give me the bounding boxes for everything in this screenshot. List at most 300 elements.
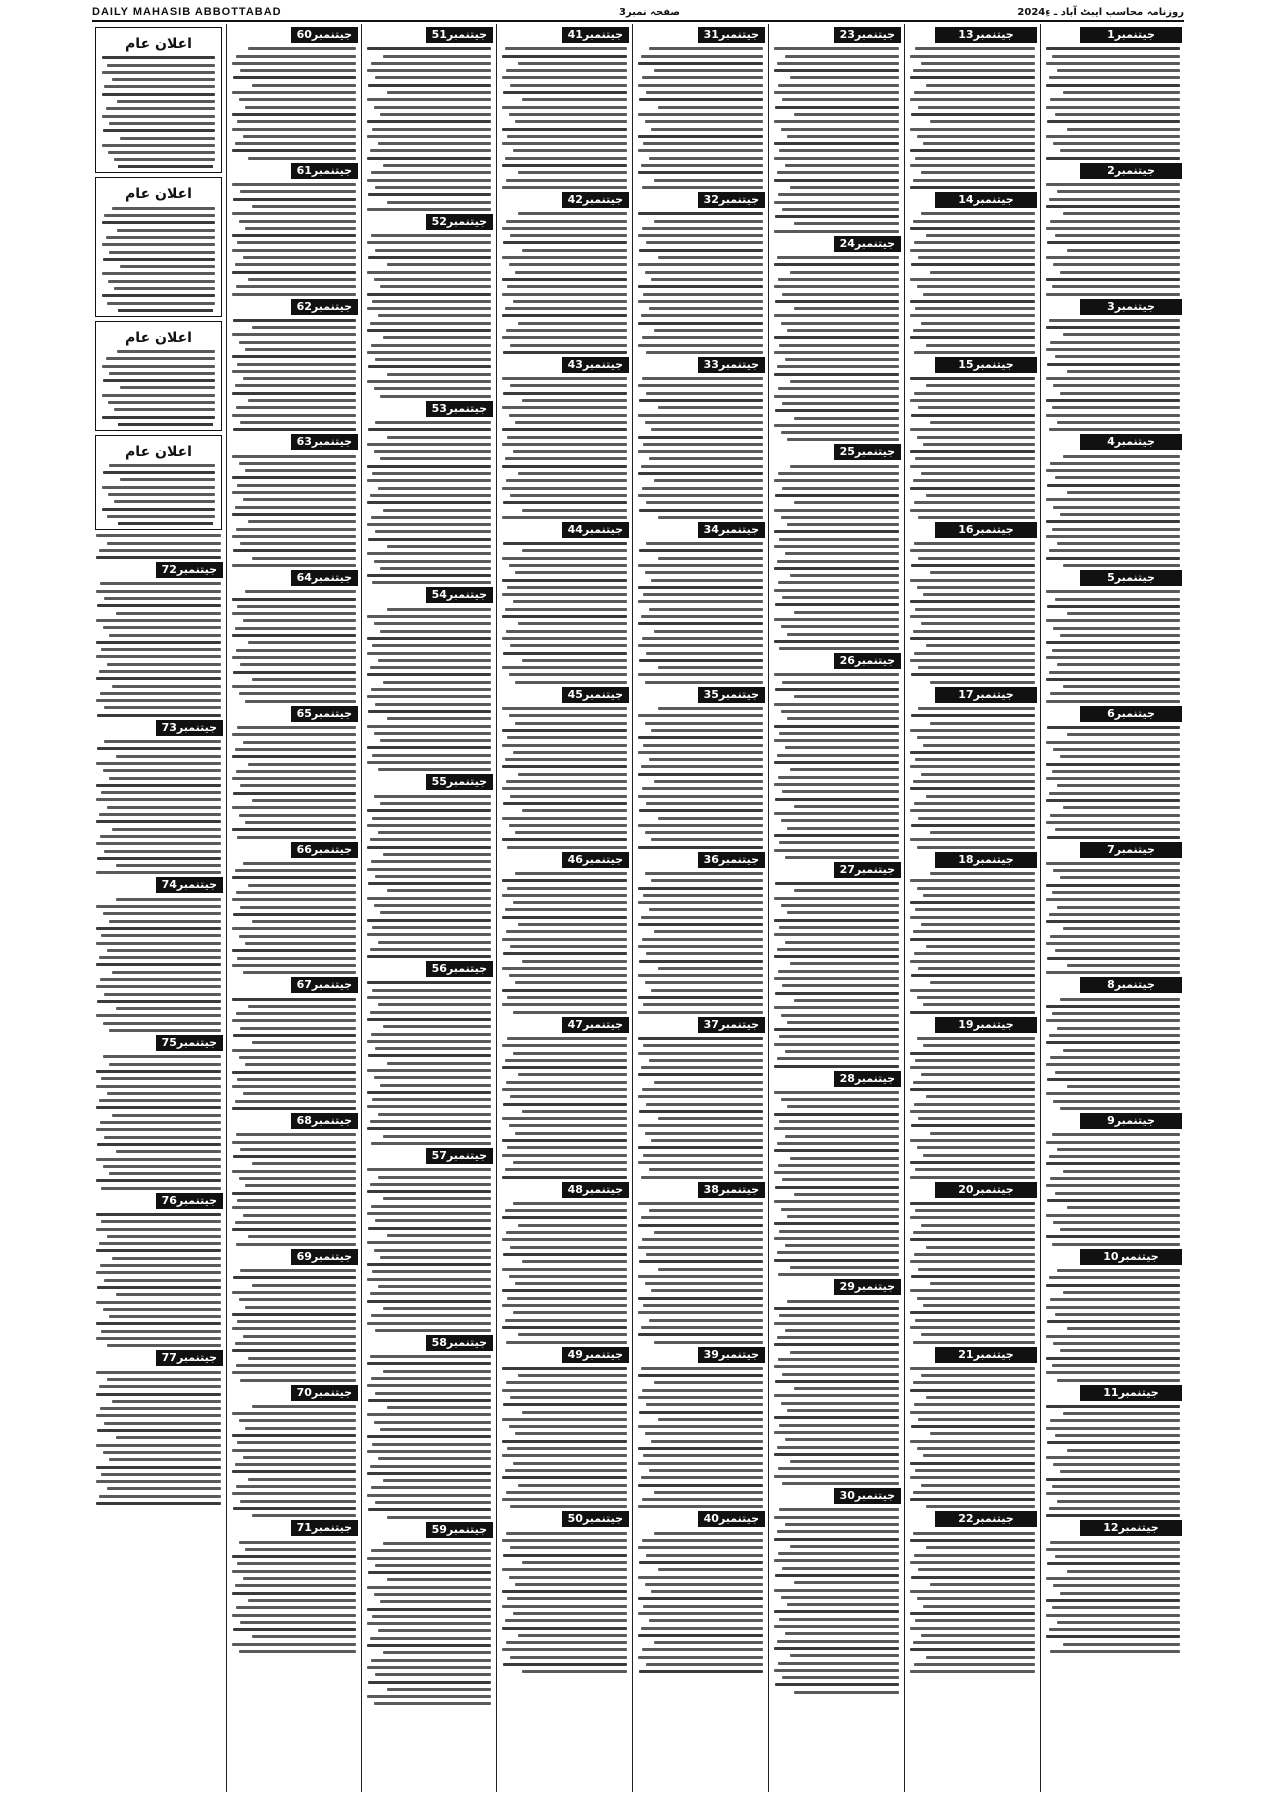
text-line (1046, 821, 1180, 824)
text-line (252, 557, 356, 560)
text-line (1063, 1049, 1180, 1052)
text-line (1060, 998, 1180, 1001)
text-line (911, 263, 1035, 266)
text-line (101, 1473, 221, 1476)
text-line (371, 1142, 491, 1145)
text-line (507, 736, 627, 739)
ad-number-label (1044, 706, 1182, 722)
ad-number-label (1044, 570, 1182, 586)
text-line (914, 542, 1035, 545)
text-line (502, 1044, 627, 1047)
text-line (243, 619, 356, 622)
text-line (506, 1341, 627, 1344)
text-line (638, 795, 763, 798)
text-line (774, 1149, 899, 1152)
text-line (649, 47, 763, 50)
ad-number-label (908, 357, 1037, 373)
text-line (1050, 220, 1180, 223)
text-line (774, 618, 899, 621)
text-line (910, 1216, 1035, 1219)
text-line (101, 791, 221, 794)
ad-number: جیتنمبر29 (834, 1279, 901, 1295)
text-line (367, 1695, 491, 1698)
ad-number: جیتنمبر58 (426, 1335, 493, 1351)
ad-number: جیتنمبر25 (834, 444, 901, 460)
text-line (914, 392, 1035, 395)
text-line (782, 1178, 899, 1181)
text-line (910, 1612, 1035, 1615)
text-line (1046, 1635, 1180, 1638)
text-line (510, 1246, 627, 1249)
text-line (507, 1146, 627, 1149)
text-line (239, 341, 356, 344)
text-line (774, 230, 899, 233)
text-line (774, 1610, 899, 1613)
text-line (914, 351, 1035, 354)
text-line (654, 220, 763, 223)
text-line (515, 681, 627, 684)
text-line (921, 1333, 1035, 1336)
text-line (236, 1243, 356, 1246)
text-line (510, 234, 627, 237)
text-line (1049, 1034, 1180, 1037)
text-line (108, 151, 215, 154)
text-line (233, 671, 356, 674)
text-line (1049, 198, 1180, 201)
text-line (1060, 755, 1180, 758)
text-line (100, 978, 221, 981)
text-line (503, 1403, 627, 1406)
text-line (232, 535, 356, 538)
text-line (367, 761, 491, 764)
text-line (374, 1593, 491, 1596)
ad-number-label (500, 1511, 629, 1527)
text-line (658, 1568, 763, 1571)
column-7 (228, 24, 360, 1792)
text-line (781, 1596, 899, 1599)
text-line (641, 765, 763, 768)
text-line (790, 465, 899, 468)
text-line (107, 1092, 221, 1095)
text-line (642, 1539, 763, 1542)
text-line (232, 1470, 356, 1473)
text-line (109, 1458, 221, 1461)
text-line (774, 849, 899, 852)
text-line (502, 1066, 627, 1069)
text-line (917, 1597, 1035, 1600)
text-line (910, 1561, 1035, 1564)
text-line (1055, 1555, 1180, 1558)
text-line (911, 1124, 1035, 1127)
text-line (787, 135, 899, 138)
text-line (387, 1234, 491, 1237)
text-line (502, 615, 627, 618)
ad-number: جیتنمبر72 (156, 562, 223, 578)
ad-number-label (230, 842, 358, 858)
text-line (1046, 1492, 1180, 1495)
text-line (367, 1300, 491, 1303)
text-line (236, 1606, 356, 1609)
text-line (1050, 692, 1180, 695)
text-line (1067, 1085, 1180, 1088)
text-line (236, 406, 356, 409)
text-line (367, 1190, 491, 1193)
text-line (911, 414, 1035, 417)
text-line (96, 963, 221, 966)
text-line (240, 1621, 356, 1624)
text-line (778, 1273, 899, 1276)
text-line (522, 809, 627, 812)
text-line (649, 908, 763, 911)
text-line (375, 1047, 491, 1050)
text-line (1049, 428, 1180, 431)
text-line (383, 1197, 491, 1200)
text-line (367, 1105, 491, 1108)
text-line (232, 927, 356, 930)
text-line (522, 399, 627, 402)
ad-number: جیتنمبر27 (834, 862, 901, 878)
text-line (641, 1216, 763, 1219)
text-line (910, 916, 1035, 919)
text-line (917, 586, 1035, 589)
text-line (374, 795, 491, 798)
text-line (785, 1329, 899, 1332)
text-line (367, 1168, 491, 1171)
text-line (1060, 271, 1180, 274)
text-line (790, 1266, 899, 1269)
text-line (502, 967, 627, 970)
text-line (371, 860, 491, 863)
text-line (1057, 784, 1180, 787)
text-line (232, 62, 356, 65)
text-line (774, 1113, 899, 1116)
text-line (367, 1212, 491, 1215)
ad-number: جیتنمبر69 (291, 1249, 358, 1265)
text-line (237, 836, 356, 839)
text-line (917, 1037, 1035, 1040)
text-line (785, 358, 899, 361)
text-line (779, 841, 899, 844)
text-line (1067, 1206, 1180, 1209)
text-line (100, 1121, 221, 1124)
text-line (782, 487, 899, 490)
text-line (646, 392, 763, 395)
text-line (777, 754, 899, 757)
text-line (651, 838, 763, 841)
text-line (654, 930, 763, 933)
text-line (96, 619, 221, 622)
text-line (232, 949, 356, 952)
text-line (781, 516, 899, 519)
text-line (248, 1005, 356, 1008)
text-line (646, 542, 763, 545)
text-line (371, 171, 491, 174)
text-line (779, 732, 899, 735)
text-line (774, 263, 899, 266)
text-line (646, 952, 763, 955)
text-line (774, 640, 899, 643)
text-line (232, 293, 356, 296)
text-line (787, 329, 899, 332)
ad-number-label (94, 1035, 223, 1051)
text-line (367, 955, 491, 958)
text-line (1060, 149, 1180, 152)
text-line (233, 549, 356, 552)
text-line (96, 1070, 221, 1073)
text-line (367, 846, 491, 849)
text-line (638, 714, 763, 717)
text-line (97, 1000, 221, 1003)
text-line (513, 751, 627, 754)
text-line (99, 1099, 221, 1102)
text-line (639, 1411, 763, 1414)
text-line (781, 904, 899, 907)
text-line (774, 373, 899, 376)
text-line (642, 76, 763, 79)
text-line (926, 1246, 1035, 1249)
text-line (367, 809, 491, 812)
text-line (926, 795, 1035, 798)
text-line (774, 47, 899, 50)
text-line (910, 549, 1035, 552)
text-line (778, 581, 899, 584)
text-line (96, 590, 221, 593)
text-line (1050, 1419, 1180, 1422)
text-line (236, 649, 356, 652)
text-line (1046, 498, 1180, 501)
text-line (506, 930, 627, 933)
text-line (239, 692, 356, 695)
text-line (774, 336, 899, 339)
ad-number: جیتنمبر41 (562, 27, 629, 43)
text-line (641, 314, 763, 317)
text-line (507, 135, 627, 138)
text-line (1050, 1056, 1180, 1059)
text-line (649, 758, 763, 761)
text-line (112, 78, 215, 81)
text-line (774, 977, 899, 980)
ad-number: جیتنمبر66 (291, 842, 358, 858)
text-line (918, 106, 1035, 109)
text-line (375, 703, 491, 706)
text-line (232, 998, 356, 1001)
text-line (1046, 1092, 1180, 1095)
text-line (232, 612, 356, 615)
text-line (509, 414, 627, 417)
text-line (252, 1514, 356, 1517)
text-line (96, 1480, 221, 1483)
text-line (502, 1440, 627, 1443)
text-line (921, 1073, 1035, 1076)
notice-signature-line (118, 522, 213, 525)
text-line (918, 817, 1035, 820)
text-line (237, 726, 356, 729)
text-line (774, 1171, 899, 1174)
text-line (910, 1202, 1035, 1205)
text-line (232, 1206, 356, 1209)
text-line (240, 1027, 356, 1030)
text-line (794, 1581, 899, 1584)
text-line (243, 498, 356, 501)
text-line (102, 508, 215, 511)
text-line (910, 314, 1035, 317)
text-line (368, 365, 491, 368)
text-line (513, 600, 627, 603)
text-line (643, 744, 763, 747)
ad-number-label (636, 357, 765, 373)
text-line (1050, 1298, 1180, 1301)
text-line (646, 241, 763, 244)
ad-number-label (230, 1249, 358, 1265)
text-line (910, 901, 1035, 904)
text-line (368, 256, 491, 259)
text-line (774, 1237, 899, 1240)
column-8 (92, 24, 225, 1792)
text-line (638, 472, 763, 475)
text-line (646, 91, 763, 94)
text-line (1046, 1405, 1180, 1408)
text-line (777, 560, 899, 563)
text-line (370, 149, 491, 152)
text-line (96, 1158, 221, 1161)
text-line (1046, 84, 1180, 87)
text-line (506, 1641, 627, 1644)
text-line (240, 69, 356, 72)
text-line (112, 207, 215, 210)
text-line (367, 1666, 491, 1669)
text-line (787, 1021, 899, 1024)
text-line (1046, 1235, 1180, 1238)
text-line (503, 501, 627, 504)
text-line (638, 344, 763, 347)
text-line (921, 472, 1035, 475)
text-line (910, 1590, 1035, 1593)
text-line (383, 336, 491, 339)
text-line (236, 1485, 356, 1488)
text-line (774, 395, 899, 398)
text-line (378, 1003, 491, 1006)
text-line (785, 1050, 899, 1053)
text-line (778, 1467, 899, 1470)
text-line (383, 1479, 491, 1482)
text-line (375, 1329, 491, 1332)
text-line (518, 171, 627, 174)
text-line (518, 1333, 627, 1336)
text-line (239, 814, 356, 817)
text-line (1049, 792, 1180, 795)
text-line (1046, 1306, 1180, 1309)
ad-number: جیتنمبر50 (562, 1511, 629, 1527)
text-line (232, 1643, 356, 1646)
text-line (910, 838, 1035, 841)
text-line (1052, 770, 1180, 773)
ad-number: جیتنمبر39 (698, 1347, 765, 1363)
text-line (232, 806, 356, 809)
notice-heading: اعلان عام (125, 36, 192, 52)
text-line (774, 567, 899, 570)
text-line (1046, 862, 1180, 865)
text-line (921, 62, 1035, 65)
text-line (645, 571, 763, 574)
text-line (375, 249, 491, 252)
text-line (1046, 741, 1180, 744)
text-line (787, 1215, 899, 1218)
text-line (96, 1128, 221, 1131)
text-line (651, 989, 763, 992)
text-line (913, 1532, 1035, 1535)
text-line (233, 1155, 356, 1158)
ad-number: جیتنمبر64 (291, 570, 358, 586)
text-line (102, 71, 215, 74)
text-line (913, 69, 1035, 72)
text-line (368, 193, 491, 196)
text-line (910, 637, 1035, 640)
text-line (923, 293, 1035, 296)
text-line (235, 142, 356, 145)
text-line (926, 1505, 1035, 1508)
ad-number: جیتنمبر65 (291, 706, 358, 722)
text-line (104, 85, 215, 88)
text-line (774, 1200, 899, 1203)
text-line (515, 1432, 627, 1435)
text-line (1057, 1379, 1180, 1382)
ad-number: جیتنمبر28 (834, 1071, 901, 1087)
text-line (107, 1378, 221, 1381)
text-line (367, 746, 491, 749)
text-line (370, 1292, 491, 1295)
text-line (781, 1402, 899, 1405)
text-line (109, 1315, 221, 1318)
text-line (930, 831, 1035, 834)
text-line (107, 515, 215, 518)
text-line (926, 1546, 1035, 1549)
text-line (367, 179, 491, 182)
text-line (1060, 1228, 1180, 1231)
text-line (915, 307, 1035, 310)
text-line (367, 1450, 491, 1453)
text-line (368, 882, 491, 885)
text-line (638, 736, 763, 739)
text-line (252, 1041, 356, 1044)
notice-signature-line (118, 165, 213, 168)
ad-number: جیتنمبر15 (935, 357, 1037, 373)
text-line (96, 942, 221, 945)
ad-number: جیتنمبر26 (834, 653, 901, 669)
text-line (1052, 406, 1180, 409)
text-line (774, 919, 899, 922)
text-line (232, 755, 356, 758)
text-line (245, 106, 356, 109)
text-line (779, 1618, 899, 1621)
text-line (638, 622, 763, 625)
text-line (102, 486, 215, 489)
text-line (774, 1259, 899, 1262)
text-line (104, 1279, 221, 1282)
text-line (782, 596, 899, 599)
text-line (915, 1168, 1035, 1171)
text-line (102, 221, 215, 224)
text-line (643, 443, 763, 446)
text-line (911, 564, 1035, 567)
text-line (917, 1447, 1035, 1450)
text-line (779, 344, 899, 347)
text-line (232, 1291, 356, 1294)
text-line (96, 985, 221, 988)
text-line (371, 1486, 491, 1489)
text-line (638, 414, 763, 417)
text-line (1046, 777, 1180, 780)
text-line (778, 970, 899, 973)
